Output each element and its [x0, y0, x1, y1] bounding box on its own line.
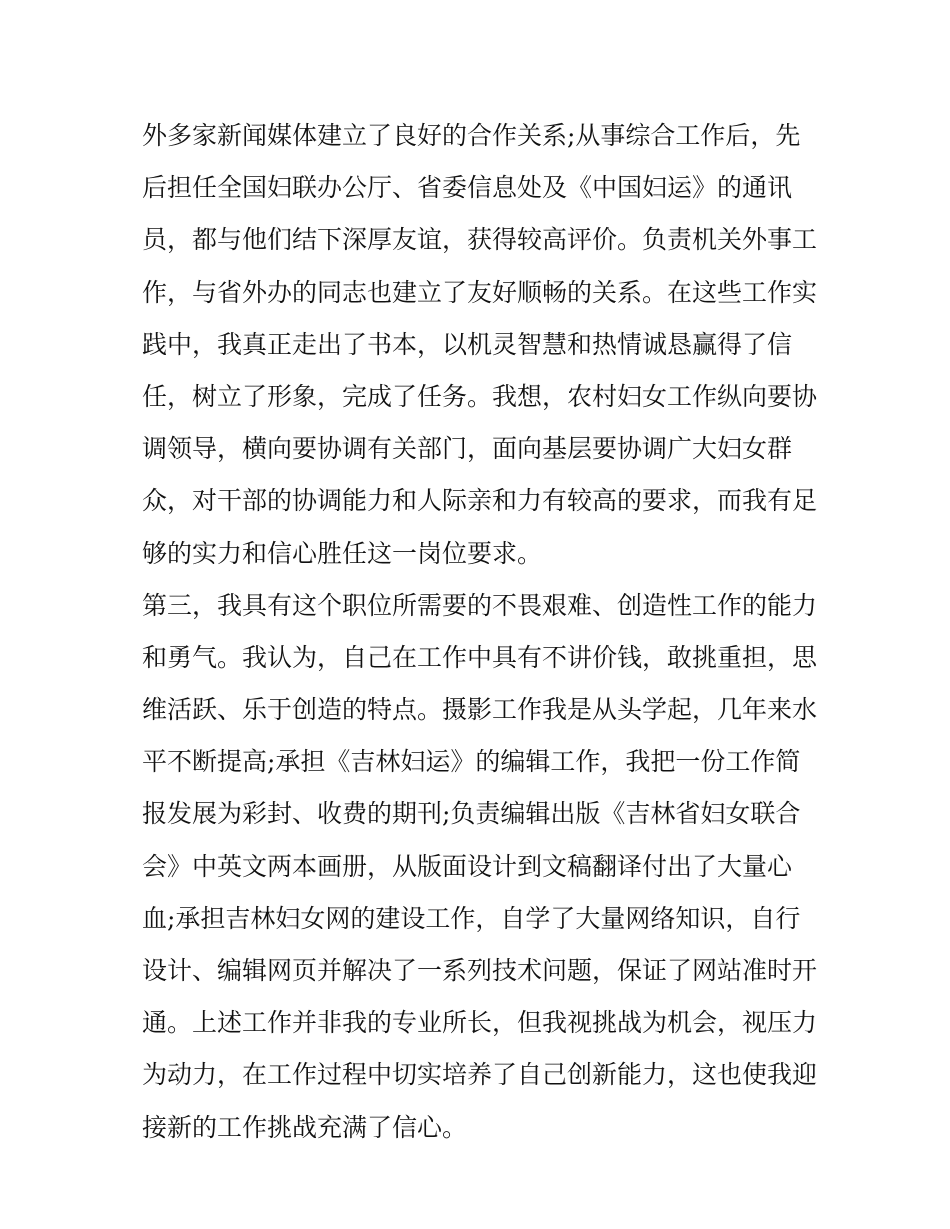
- text-line: 够的实力和信心胜任这一岗位要求。: [142, 538, 543, 568]
- text-line: 和勇气。我认为，自己在工作中具有不讲价钱，敢挑重担，思: [142, 642, 818, 672]
- text-line: 血;承担吉林妇女网的建设工作，自学了大量网络知识，自行: [142, 903, 801, 933]
- text-line: 后担任全国妇联办公厅、省委信息处及《中国妇运》的通讯: [142, 173, 793, 203]
- text-line: 任，树立了形象，完成了任务。我想，农村妇女工作纵向要协: [142, 381, 818, 411]
- text-line: 调领导，横向要协调有关部门，面向基层要协调广大妇女群: [142, 434, 793, 464]
- text-line: 外多家新闻媒体建立了良好的合作关系;从事综合工作后，先: [142, 121, 801, 150]
- text-line: 第三，我具有这个职位所需要的不畏艰难、创造性工作的能力: [142, 590, 818, 620]
- text-line: 作，与省外办的同志也建立了友好顺畅的关系。在这些工作实: [142, 277, 818, 307]
- text-line: 报发展为彩封、收费的期刊;负责编辑出版《吉林省妇女联合: [142, 799, 801, 829]
- text-line: 维活跃、乐于创造的特点。摄影工作我是从头学起，几年来水: [142, 695, 818, 725]
- text-line: 设计、编辑网页并解决了一系列技术问题，保证了网站准时开: [142, 956, 818, 985]
- text-line: 众，对干部的协调能力和人际亲和力有较高的要求，而我有足: [142, 486, 818, 516]
- text-line: 践中，我真正走出了书本，以机灵智慧和热情诚恳赢得了信: [142, 329, 793, 359]
- text-line: 接新的工作挑战充满了信心。: [142, 1112, 468, 1142]
- text-line: 通。上述工作并非我的专业所长，但我视挑战为机会，视压力: [142, 1008, 818, 1038]
- text-line: 为动力，在工作过程中切实培养了自己创新能力，这也使我迎: [142, 1060, 818, 1090]
- text-line: 员，都与他们结下深厚友谊，获得较高评价。负责机关外事工: [142, 225, 818, 255]
- body-text: [142, 110, 822, 1154]
- text-line: 会》中英文两本画册，从版面设计到文稿翻译付出了大量心: [142, 851, 793, 881]
- text-line: 平不断提高;承担《吉林妇运》的编辑工作，我把一份工作简: [142, 747, 801, 777]
